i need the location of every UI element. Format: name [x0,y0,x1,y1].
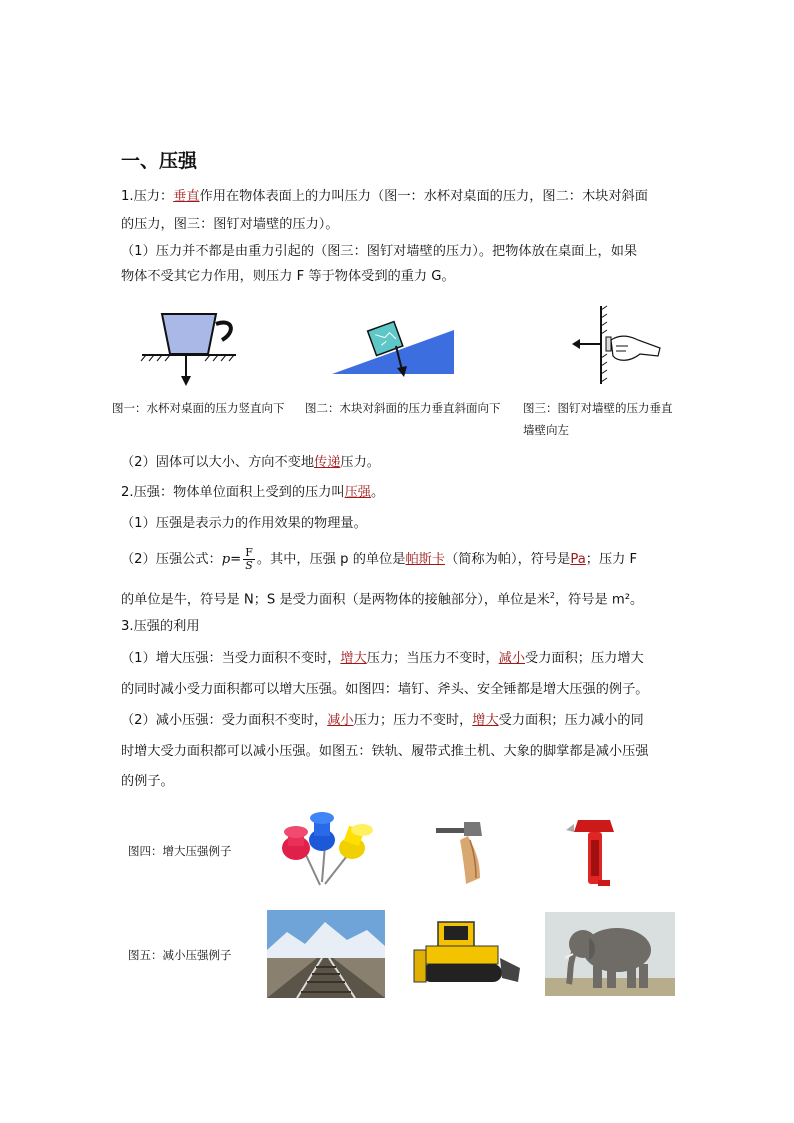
figure-caption-2: 图二：木块对斜面的压力垂直斜面向下 [305,401,501,415]
paragraph-line: 的同时减小受力面积都可以增大压强。如图四：墙钉、斧头、安全锤都是增大压强的例子。 [121,682,649,697]
paragraph-pressure-def: 1.压力：垂直作用在物体表面上的力叫压力（图一：水杯对桌面的压力，图二：木块对斜面 [121,189,648,204]
paragraph-line: 的例子。 [121,774,174,789]
figure-caption-5: 图五：减小压强例子 [128,948,232,962]
key-term: 减小 [327,713,354,728]
formula-p: p [221,552,231,567]
formula-fraction: $\frac{F}{S}$ [245,545,253,572]
paragraph-transmit: （2）固体可以大小、方向不变地传递压力。 [121,455,380,470]
key-term: 增大 [472,713,499,728]
paragraph-increase: （1）增大压强：当受力面积不变时，增大压力；当压力不变时，减小受力面积；压力增大 [121,651,644,666]
paragraph-line: （1）压强是表示力的作用效果的物理量。 [121,516,367,531]
paragraph-line: 3.压强的利用 [121,619,200,634]
key-term: 帕斯卡 [405,552,446,567]
paragraph-line: 物体不受其它力作用，则压力 F 等于物体受到的重力 G。 [121,269,455,284]
push-pins-image [270,810,380,892]
bulldozer-image [408,916,526,988]
figure-caption-3: 图三：图钉对墙壁的压力垂直 [523,401,673,415]
axe-image [430,818,500,890]
figure-caption-4: 图四：增大压强例子 [128,844,232,858]
safety-hammer-image [560,812,640,892]
figure-pin-on-wall [568,304,668,384]
paragraph-line: 时增大受力面积都可以减小压强。如图五：铁轨、履带式推土机、大象的脚掌都是减小压强 [121,744,649,759]
figure-cup-on-table [138,310,244,390]
railway-image [267,910,385,998]
paragraph-pressure-strength: 2.压强：物体单位面积上受到的压力叫压强。 [121,485,385,500]
figure-caption-1: 图一：水杯对桌面的压力竖直向下 [112,401,285,415]
key-term: 压强 [344,485,371,500]
section-heading: 一、压强 [121,150,198,172]
figure-block-on-slope [330,310,460,382]
key-term: 传递 [314,455,341,470]
key-term: 增大 [340,651,367,666]
key-term: Pa [570,552,586,567]
paragraph-line: （1）压力并不都是由重力引起的（图三：图钉对墙壁的压力）。把物体放在桌面上，如果 [121,244,638,259]
key-term: 减小 [498,651,526,666]
paragraph-line: 的压力，图三：图钉对墙壁的压力）。 [121,217,339,232]
paragraph-units: 的单位是牛，符号是 N；S 是受力面积（是两物体的接触部分），单位是米$^2$，符号是 m²。 [121,591,644,608]
figure-caption-3-cont: 墙壁向左 [523,423,569,437]
paragraph-formula: （2）压强公式：p= $\frac{F}{S}$ 。其中，压强 p 的单位是帕斯卡（简称为帕），符号是Pa；压力 F [121,545,638,572]
paragraph-decrease: （2）减小压强：受力面积不变时，减小压力；压力不变时，增大受力面积；压力减小的同 [121,713,644,728]
elephant-image [545,912,675,996]
key-term: 垂直 [173,189,200,204]
